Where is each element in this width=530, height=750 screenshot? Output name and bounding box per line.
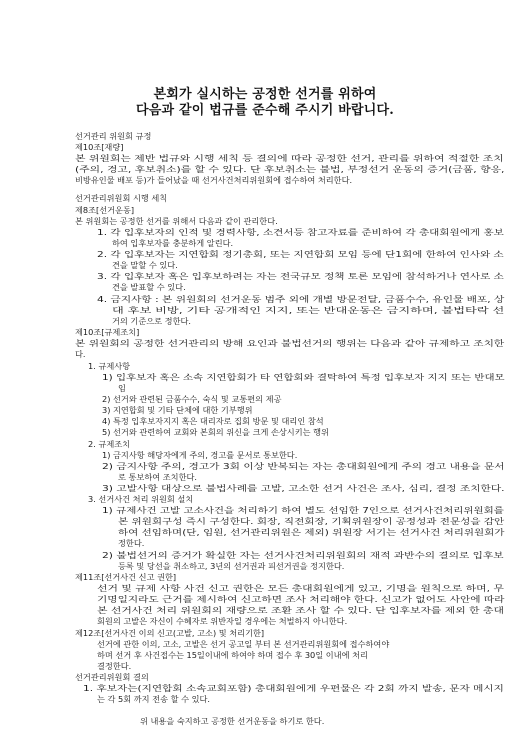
text-line: 결정한다. bbox=[97, 661, 132, 671]
text-line: 견을 발표할 수 있다. bbox=[112, 282, 186, 292]
text-line: 3. 각 입후보자 혹은 입후보하려는 자는 전국규모 정책 토론 모임에 참석하거나 연사로 소 bbox=[97, 271, 504, 281]
text-line: 정한다. bbox=[118, 538, 145, 548]
text-line: 3) 지연합회 및 기타 단체에 대한 기부행위 bbox=[102, 405, 253, 415]
text-line: 기명일지라도 근거를 제시하여 신고하면 조사 처리해야 한다. 신고가 없어도 사안에 따라 bbox=[97, 594, 505, 604]
text-line: 거의 기준으로 정한다. bbox=[112, 316, 191, 326]
text-line: 대 후보 비방, 기타 공개적인 지지, 또는 반대운동은 금지하며, 불법타락 선 bbox=[112, 305, 505, 315]
text-line: 제8조[선거운동] bbox=[75, 205, 135, 215]
text-line: 하여 선임하며(단, 임원, 선거관리위원은 제외) 위원장 서기는 선거사건 처리위원회가 bbox=[118, 527, 505, 537]
text-line: 는 각 5회 까지 전송 할 수 있다. bbox=[97, 694, 211, 704]
text-line: 1. 각 입후보자의 인적 및 경력사항, 소견서등 참고자료를 준비하여 각 총대회원에게 홍보 bbox=[97, 227, 504, 237]
text-line: 제10조[재량] bbox=[75, 142, 124, 152]
text-line: 다. bbox=[75, 349, 86, 359]
text-line: 선거관리 위원회 규정 bbox=[75, 131, 152, 141]
text-line: 3. 선거사건 처리 위원회 설치 bbox=[88, 494, 194, 504]
text-line: 임 bbox=[118, 383, 126, 393]
text-line: 1. 규제사항 bbox=[88, 361, 131, 371]
text-line: 견을 말할 수 있다. bbox=[112, 260, 178, 270]
text-line: 등록 및 당선을 취소하고, 3년의 선거권과 피선거권을 정지한다. bbox=[118, 561, 345, 571]
text-line: 5) 선거와 관련하여 교회와 본회의 위신을 크게 손상시키는 행위 bbox=[102, 427, 329, 437]
text-line: 제10조[규제조치] bbox=[75, 327, 140, 337]
text-line: 비방유인물 배포 등)가 들어났을 때 선거사건처리위원회에 접수하여 처리한다. bbox=[75, 175, 353, 185]
text-line: 하여 입후보자를 충분하게 알린다. bbox=[112, 238, 234, 248]
text-line: 위 내용을 숙지하고 공정한 선거운동을 하기로 한다. bbox=[140, 716, 325, 726]
text-line: 제12조[선거사건 이의 신고(고발, 고소) 및 처리기한] bbox=[75, 628, 265, 638]
text-line: 1) 금지사항 해당자에게 주의, 경고를 문서로 통보한다. bbox=[102, 450, 298, 460]
notice-title-line-2: 다음과 같이 법규를 준수해 주시기 바랍니다. bbox=[136, 103, 394, 118]
text-line: 선거관리위원회 시행 세칙 bbox=[75, 193, 168, 203]
text-line: 선거에 관한 이의, 고소, 고발은 선거 공고일 부터 본 선거관리위원회에 접수하여야 bbox=[97, 639, 390, 649]
text-line: 2. 규제조치 bbox=[88, 439, 131, 449]
text-line: 선거관리위원회 결의 bbox=[75, 672, 149, 682]
text-line: 회원의 고발은 자신이 수혜자로 위반자일 경우에는 처벌하지 아니한다. bbox=[97, 616, 348, 626]
text-line: 3) 고발사항 대상으로 불법사례를 고발, 고소한 선거 사건은 조사, 심리, 결정 조치한다. bbox=[102, 483, 505, 493]
text-line: 4. 금지사항 : 본 위원회의 선거운동 범주 외에 개별 방문전달, 금품수수, 유인물 배포, 상 bbox=[97, 294, 505, 304]
text-line: 1) 규제사건 고발 고소사건을 처리하기 하여 별도 선임한 7인으로 선거사건처리위원회를 bbox=[102, 505, 504, 515]
text-line: 2) 선거와 관련된 금품수수, 숙식 및 교통편의 제공 bbox=[102, 394, 282, 404]
text-line: 본 위원회구성 즉시 구성한다. 회장, 직전회장, 기획위원장이 공정성과 전문성을 감안 bbox=[118, 516, 505, 526]
text-line: 2) 불법선거의 증거가 확실한 자는 선거사건처리위원회의 재적 과반수의 결의로 입후보 bbox=[102, 550, 504, 560]
text-line: (주의, 경고, 후보취소)를 할 수 있다. 단 후보취소는 불법, 부정선거 운동의 증거(금품, 향응, bbox=[75, 164, 505, 174]
text-line: 선거 및 규제 사항 사건 신고 권한은 모든 총대회원에게 있고, 기명을 원칙으로 하며, 무 bbox=[97, 583, 504, 593]
text-line: 2) 금지사항 주의, 경고가 3회 이상 반복되는 자는 총대회원에게 주의 경고 내용을 문서 bbox=[102, 461, 505, 471]
text-line: 1) 입후보자 혹은 소속 지연합회가 타 연합회와 결탁하여 특정 입후보자 지지 또는 반대모 bbox=[102, 372, 505, 382]
text-line: 본 위원회는 공정한 선거를 위해서 다음과 같이 관리한다. bbox=[75, 216, 278, 226]
text-line: 제11조[선거사건 신고 권한] bbox=[75, 572, 177, 582]
text-line: 본 선거사건 처리 위원회의 재량으로 조환 조사 할 수 있다. 단 입후보자를 제외 한 총대 bbox=[97, 605, 504, 615]
text-line: 1. 후보자는(지연합회 소속교회포함) 총대회원에게 우편물은 각 2회 까지 발송, 문자 메시지 bbox=[83, 683, 504, 693]
text-line: 2. 각 입후보자는 지연합회 정기총회, 또는 지연합회 모임 등에 단1회에 한하여 인사와 소 bbox=[97, 249, 504, 259]
text-line: 4) 특정 입후보자지지 혹은 대리자로 집회 방문 및 대리인 참석 bbox=[102, 416, 324, 426]
text-line: 본 위원회의 공정한 선거관리의 방해 요인과 불법선거의 행위는 다음과 같아 규제하고 조치한 bbox=[75, 338, 505, 348]
text-line: 로 통보하여 조치한다. bbox=[118, 472, 197, 482]
notice-title-line-1: 본회가 실시하는 공정한 선거를 위하여 bbox=[153, 87, 377, 102]
text-line: 본 위원회는 제반 법규와 시행 세칙 등 결의에 따라 공정한 선거, 관리를 위하여 적절한 조치 bbox=[75, 153, 504, 163]
text-line: 하며 선거 후 사건접수는 15일이내에 하여야 하며 접수 후 30일 이내에 처리 bbox=[97, 650, 368, 660]
